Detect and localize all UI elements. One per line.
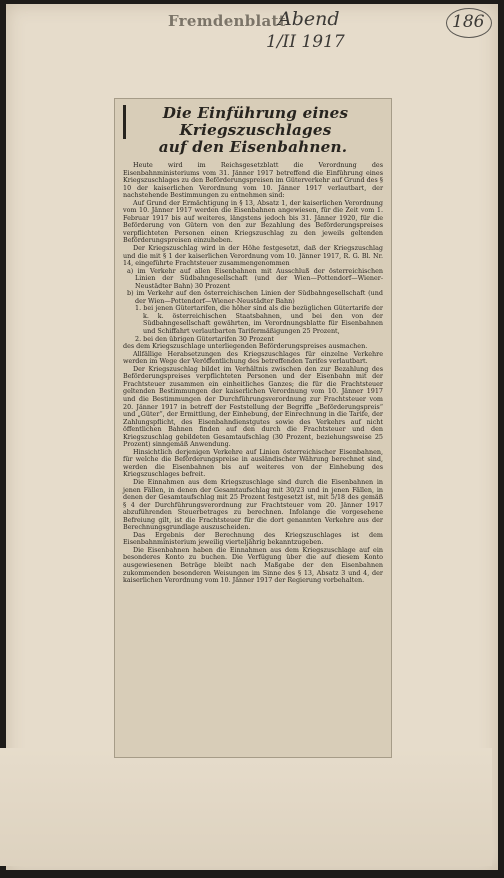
headline-line-2: auf den Eisenbahnen.	[158, 138, 348, 156]
article-paragraph: des dem Kriegszuschlage unterliegenden Beförderungspreises ausmachen.	[123, 342, 368, 351]
article-paragraph: Auf Grund der Ermächtigung in § 13, Absatz 1, der kaiserlichen Verordnung vom 10. Jänner 1917 werden die Eisenbahnen angewiesen, für die Zeit vom 1. Februar 1917 bis auf weiteres, längstens jedoch bis 31. Jänner 1920, für die Beförderung von Gütern von den zur Bezahlung des Beförderungspreises verpflichteten Personen einen Kriegszuschlag zu den jeweils geltenden Beförderungspreisen einzuheben.	[123, 198, 383, 245]
sheet-lower-margin	[0, 748, 492, 866]
article-paragraph: Der Kriegszuschlag bildet im Verhältnis zwischen den zur Bezahlung des Beförderungspreises verpflichteten Personen und der Eisenbahn mit der Frachtsteuer zusammen ein einheitliches Ganzes; die für die Frachtsteuer geltenden Bestimmungen der kaiserlichen Verordnung vom 10. Jänner 1917 und die Bestimmungen der Durchführungsverordnung zur Frachtsteuer vom 20. Jänner 1917 in betreff der Feststellung der Begriffe „Beförderungspreis“ und „Güter“, der Ermittlung, der Einhebung, der Einrechnung in die Tarife, der Zahlungspflicht, des Eisenbahndienstgutes sowie des Verkehrs auf nicht öffentlichen Bahnen finden auf den durch die Frachtsteuer und den Kriegszuschlag gebildeten Gesamtaufschlag (30 Prozent, beziehungsweise 25 Prozent) sinngemäß Anwendung.	[123, 364, 383, 449]
article-sub-item: 1. bei jenen Gütertarifen, die höher sind als die bezüglichen Gütertarife der k. k. österreichischen Staatsbahnen, und bei den von der Südbahngesellschaft gewährten, im Verordnungsblatte für Eisenbahnen und Schiffahrt verlautbarten Tarifermäßigungen 25 Prozent,	[135, 304, 383, 336]
newspaper-stamp: Fremdenblatt	[168, 12, 287, 30]
folio-number: 186	[452, 12, 485, 32]
article-sub-item: 2. bei den übrigen Gütertarifen 30 Prozent	[135, 334, 275, 343]
article-body	[123, 162, 383, 585]
headline-line-1: Die Einführung eines Kriegszuschlages	[123, 105, 383, 139]
article-paragraph: Die Einnahmen aus dem Kriegszuschlage sind durch die Eisenbahnen in jenen Fällen, in denen der Gesamtaufschlag mit 30/23 und in jenen Fällen, in denen der Gesamtaufschlag mit 25 Prozent festgesetzt ist, mit 5/18 des gemäß § 4 der Durchführungsverordnung zur Frachtsteuer vom 20. Jänner 1917 abzuführenden Steuerbetrages zu berechnen. Infolange die vorgesehene Befreiung gilt, ist die Frachtsteuer für die dort genannten Verkehre aus der Berechnungsgrundlage auszuscheiden.	[123, 477, 383, 532]
article-paragraph: Hinsichtlich derjenigen Verkehre auf Linien österreichischer Eisenbahnen, für welche die Beförderungspreise in ausländischer Währung berechnet sind, werden die Eisenbahnen bis auf weiteres von der Einhebung des Kriegszuschlages befreit.	[123, 447, 383, 479]
article-headline	[123, 105, 383, 156]
article-paragraph: Heute wird im Reichsgesetzblatt die Verordnung des Eisenbahnministeriums vom 31. Jänner 1917 betreffend die Einführung eines Kriegszuschlages zu den Beförderungspreisen im Güterverkehr auf Grund des § 10 der kaiserlichen Verordnung vom 10. Jänner 1917 verlautbart, der nachstehende Bestimmungen zu entnehmen sind:	[123, 161, 383, 200]
article-paragraph: Die Eisenbahnen haben die Einnahmen aus dem Kriegszuschlage auf ein besonderes Konto zu buchen. Die Verfügung über die auf diesem Konto ausgewiesenen Beträge bleibt nach Maßgabe der den Eisenbahnen zukommenden besonderen Weisungen im Sinne des § 13, Absatz 3 und 4, der kaiserlichen Verordnung vom 10. Jänner 1917 der Regierung vorbehalten.	[123, 545, 383, 585]
handwritten-edition-note: Abend	[278, 8, 340, 30]
article-paragraph: Das Ergebnis der Berechnung des Kriegszuschlages ist dem Eisenbahnministerium jeweilig vierteljährig bekanntzugeben.	[123, 530, 383, 547]
article-paragraph: Der Kriegszuschlag wird in der Höhe festgesetzt, daß der Kriegszuschlag und die mit § 1 der kaiserlichen Verordnung vom 10. Jänner 1917, R. G. Bl. Nr. 14, eingeführte Frachtsteuer zusammengenommen	[123, 244, 383, 268]
handwritten-date: 1/II 1917	[266, 32, 345, 52]
article-list-item: a) im Verkehr auf allen Eisenbahnen mit Ausschluß der österreichischen Linien der Südbahngesellschaft (und der Wien—Pottendorf—Wiener-Neustädter Bahn) 30 Prozent	[127, 266, 383, 290]
newspaper-clipping	[114, 98, 392, 758]
article-paragraph: Allfällige Herabsetzungen des Kriegszuschlages für einzelne Verkehre werden im Wege der Veröffentlichung des betreffenden Tarifes verlautbart.	[123, 349, 383, 366]
article-list-item: b) im Verkehr auf den österreichischen Linien der Südbahngesellschaft (und der Wien—Pottendorf—Wiener-Neustädter Bahn)	[127, 289, 383, 305]
